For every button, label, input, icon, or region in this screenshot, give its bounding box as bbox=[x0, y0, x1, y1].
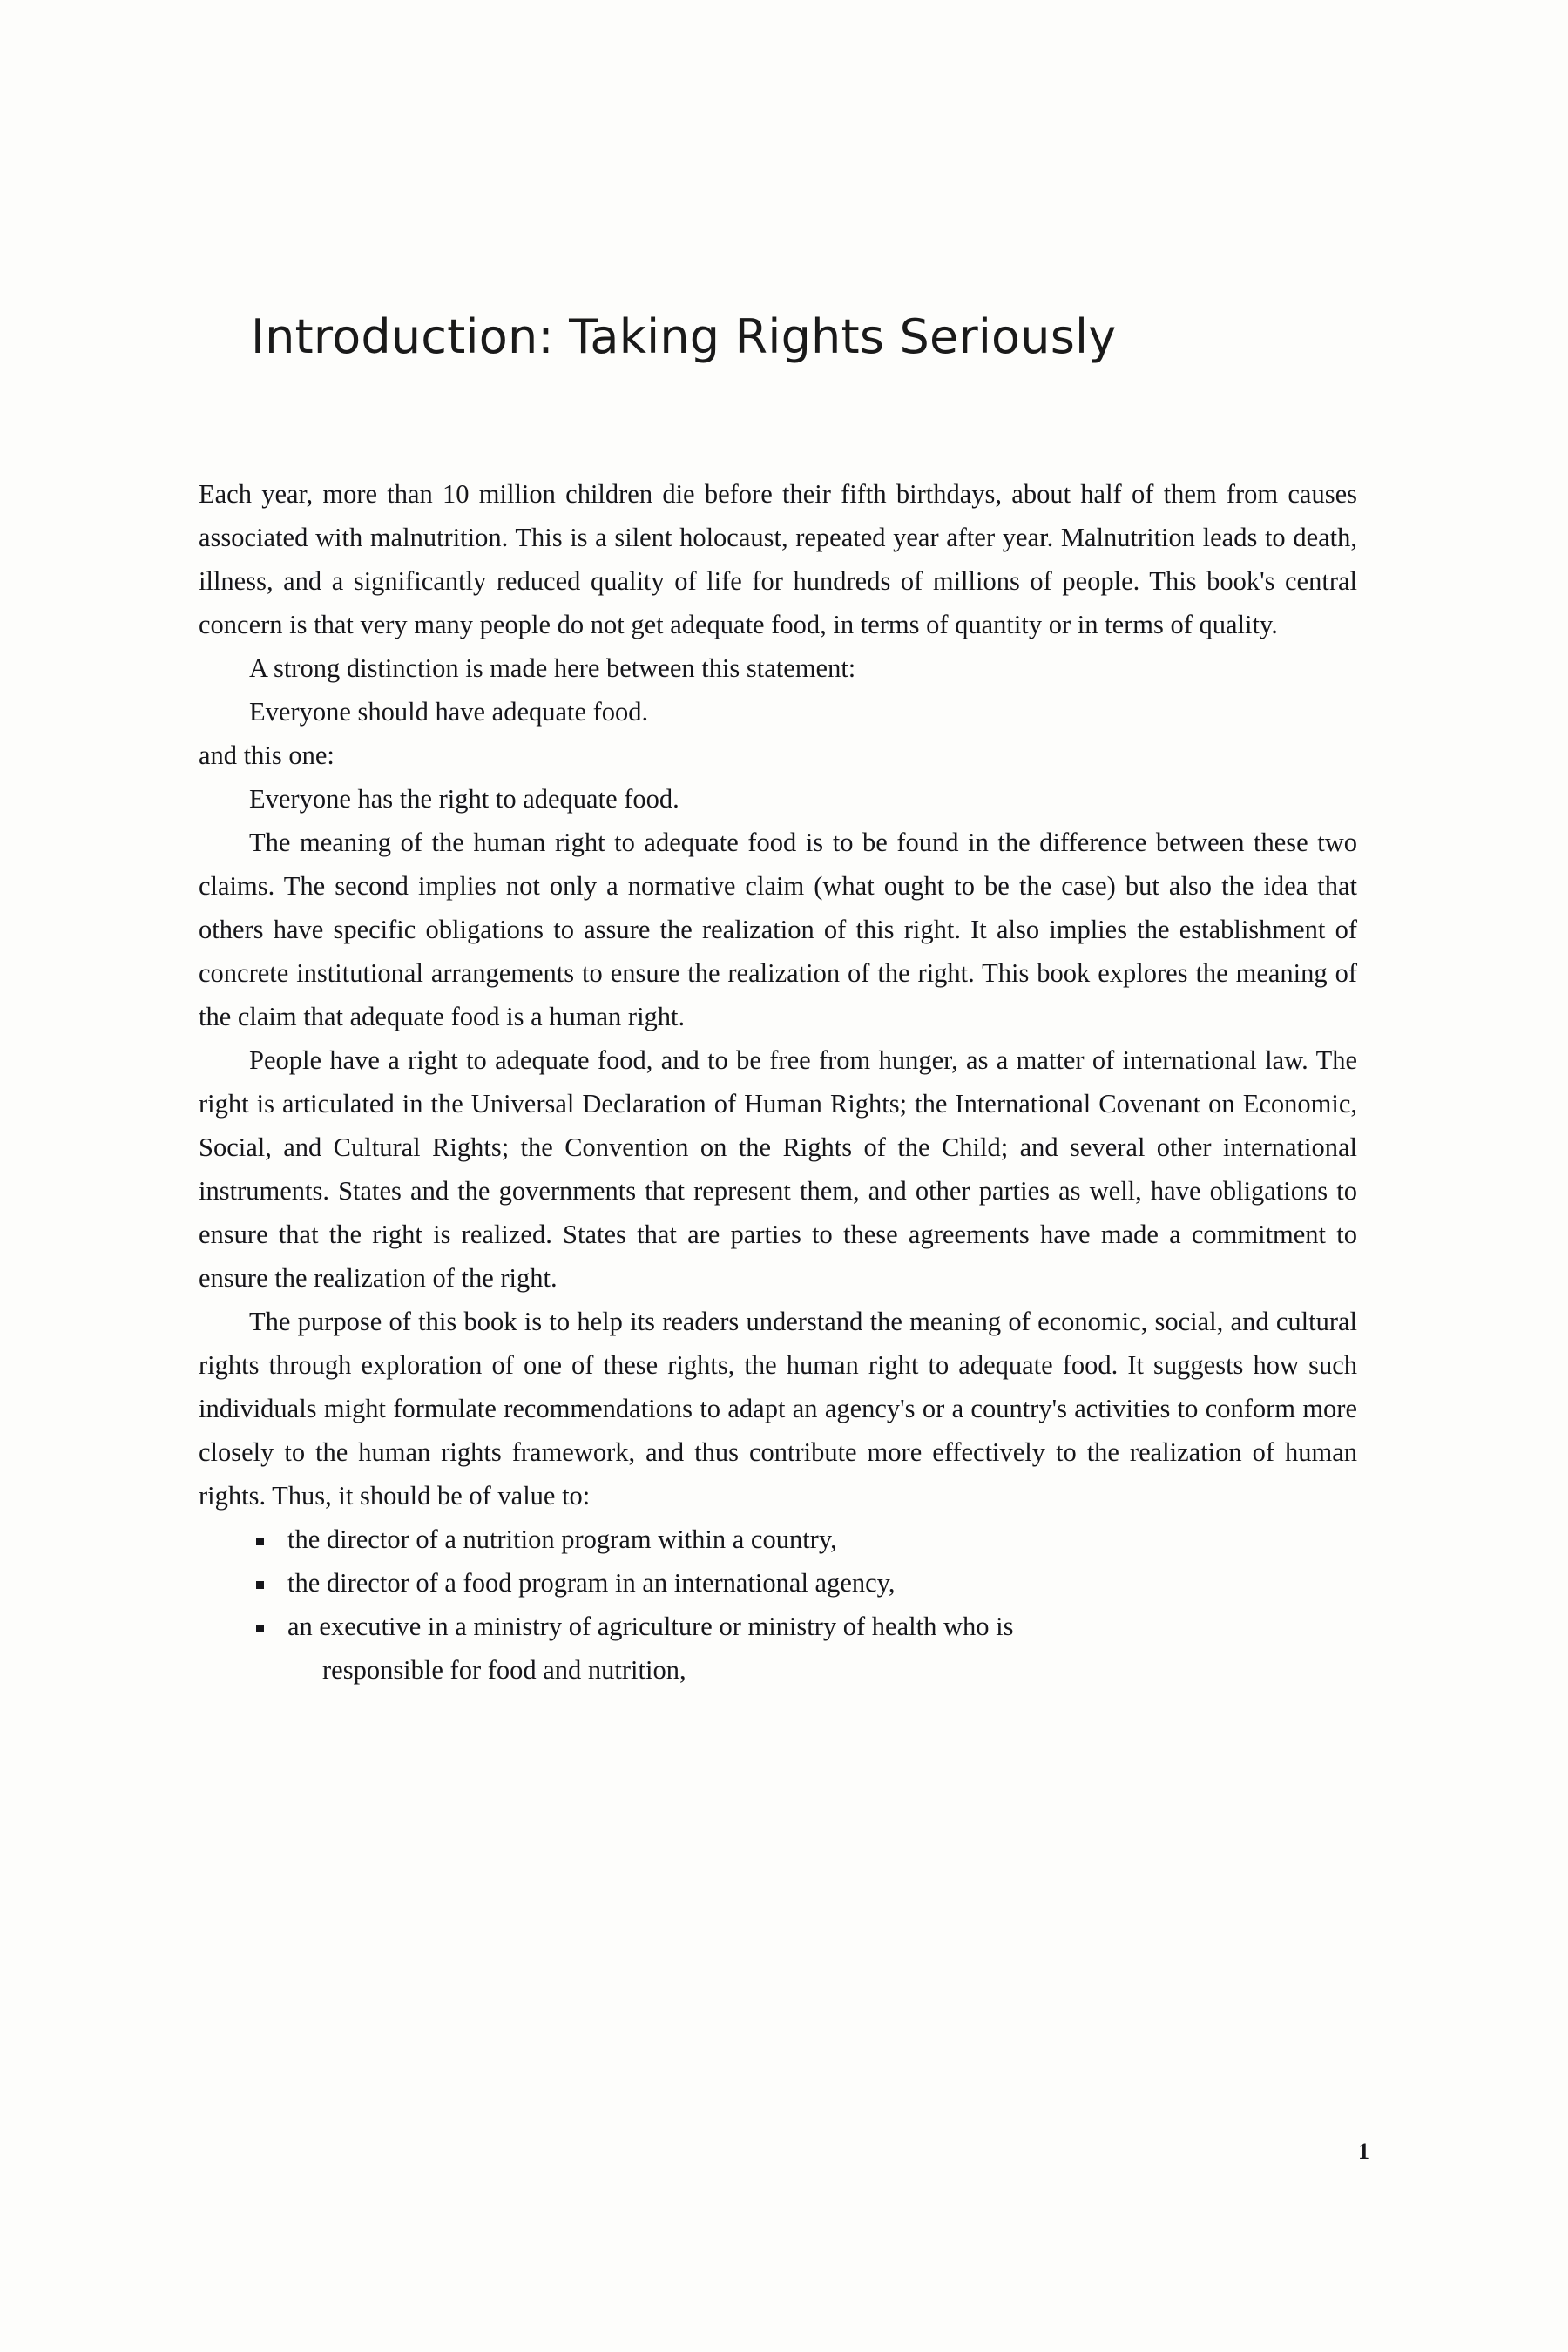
square-bullet-icon bbox=[256, 1581, 264, 1589]
bullet-list bbox=[199, 1517, 1357, 1692]
square-bullet-icon bbox=[256, 1538, 264, 1545]
paragraph-5: People have a right to adequate food, and to be free from hunger, as a matter of international law. The right is articulated in the Universal Declaration of Human Rights; the International Covenant on Economic, Social, and Cultural Rights; the Convention on the Rights of the Child; and several other international instruments. States and the governments that represent them, and other parties as well, have obligations to ensure that the right is realized. States that are parties to these agreements have made a commitment to ensure the realization of the right. bbox=[199, 1044, 1357, 1293]
list-item-text-continuation: responsible for food and nutrition, bbox=[322, 1654, 686, 1685]
blockquote-statement-2: Everyone has the right to adequate food. bbox=[249, 783, 679, 814]
list-item-text: the director of a nutrition program within a country, bbox=[287, 1524, 837, 1554]
list-item bbox=[249, 1605, 1357, 1692]
paragraph-1: Each year, more than 10 million children die before their fifth birthdays, about half of them from causes associated with malnutrition. This is a silent holocaust, repeated year after year. Malnutrition leads to death, illness, and a significantly reduced quality of life for hundreds of millions of people. This book's central concern is that very many people do not get adequate food, in terms of quantity or in terms of quality. bbox=[199, 478, 1357, 639]
list-item-text: the director of a food program in an international agency, bbox=[287, 1567, 896, 1598]
list-item bbox=[249, 1517, 1357, 1561]
paragraph-6: The purpose of this book is to help its readers understand the meaning of economic, social, and cultural rights through exploration of one of these rights, the human right to adequate food. It suggests how such individuals might formulate recommendations to adapt an agency's or a country's activities to conform more closely to the human rights framework, and thus contribute more effectively to the realization of human rights. Thus, it should be of value to: bbox=[199, 1306, 1357, 1511]
page-number: 1 bbox=[1358, 2139, 1369, 2164]
square-bullet-icon bbox=[256, 1625, 264, 1632]
blockquote-statement-1: Everyone should have adequate food. bbox=[249, 696, 649, 727]
list-item bbox=[249, 1561, 1357, 1605]
paragraph-4: The meaning of the human right to adequate food is to be found in the difference between these two claims. The second implies not only a normative claim (what ought to be the case) but also the idea that others have specific obligations to assure the realization of this right. It also implies the establishment of concrete institutional arrangements to ensure the realization of the right. This book explores the meaning of the claim that adequate food is a human right. bbox=[199, 827, 1357, 1031]
list-item-text: an executive in a ministry of agriculture or ministry of health who is bbox=[287, 1611, 1014, 1641]
page-title: Introduction: Taking Rights Seriously bbox=[251, 309, 1117, 364]
paragraph-2: A strong distinction is made here between this statement: bbox=[249, 652, 856, 683]
page-content bbox=[199, 309, 1357, 1692]
paragraph-connector: and this one: bbox=[199, 740, 335, 770]
